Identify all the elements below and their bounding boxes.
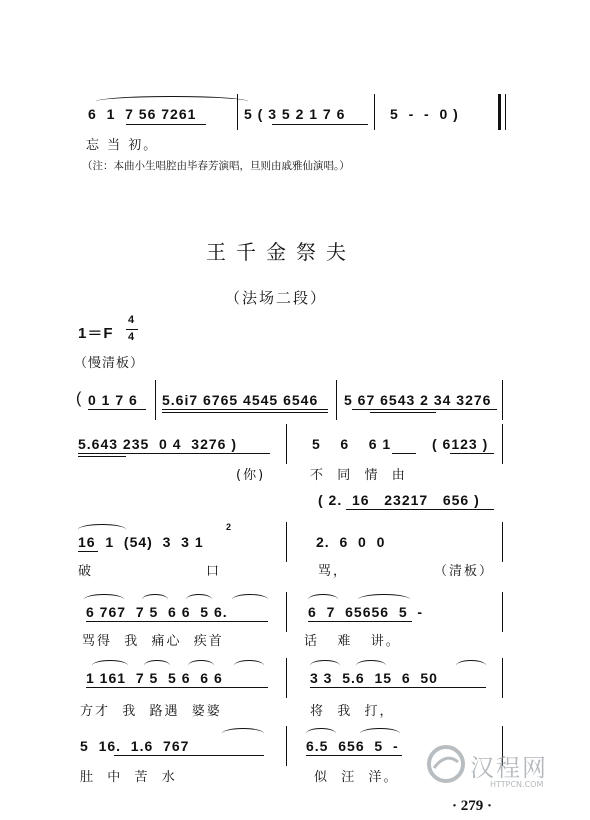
barline [502,522,503,562]
page-number: · 279 · [452,798,493,814]
watermark-url: HTTPCN.COM [490,780,544,789]
grace-note: 2 [226,522,233,532]
underline [114,755,264,756]
time-signature-bottom: 4 [128,331,136,343]
row1-measure-3: 5 67 6543 2 34 3276 [344,392,492,408]
row4-lyric-3: 骂， [318,564,349,579]
row2-measure-1: 5.643 235 0 4 3276 ) [78,436,237,452]
tempo-marking: （慢清板） [74,356,145,371]
underline [310,687,486,688]
row1-measure-1: 0 1 7 6 [88,392,138,408]
underline [78,456,126,457]
row2-lyric-2: 不 同 情 由 [310,468,407,483]
barline [286,658,287,698]
barline [155,380,156,420]
header-notation-measure-1: 6 1 7 56 7261 [88,106,197,122]
row7-lyric-1: 肚 中 苦 水 [80,770,177,785]
barline [502,380,503,420]
header-underline-2 [272,124,368,125]
barline [286,726,287,766]
barline [286,424,287,464]
final-barline [498,94,501,130]
watermark-logo-icon [424,742,468,786]
underline [78,551,98,552]
song-title: 王千金祭夫 [206,240,356,264]
row6-lyric-2: 将 我 打， [310,704,395,719]
header-slur [96,96,248,107]
row4-lyric-2: 口 [206,564,222,579]
row5-measure-1: 6 767 7 5 6 6 5 6. [86,604,228,620]
underline [306,755,402,756]
header-lyrics: 忘 当 初。 [86,138,159,153]
row5-lyric-2: 话 难 讲。 [304,634,401,649]
song-subtitle: （法场二段） [225,289,328,307]
row7-measure-2: 6.5 656 5 - [306,738,399,754]
barline [237,94,238,130]
row4-measure-2: 2. 6 0 0 [316,534,386,550]
footnote: （注：本曲小生唱腔由毕春芳演唱，旦则由戚雅仙演唱。） [82,160,350,172]
underline [88,409,146,410]
underline [86,621,268,622]
underline [162,412,328,413]
time-signature-line [126,329,138,330]
underline [450,453,494,454]
header-notation-measure-3: 5 - - 0 ) [390,106,459,122]
barline [286,592,287,632]
slur [234,660,264,671]
barline [502,592,503,632]
underline [392,453,416,454]
barline [374,94,375,130]
barline [502,424,503,464]
row6-measure-2: 3 3 5.6 15 6 50 [310,670,438,686]
row3-accompaniment: ( 2. 16 23217 656 ) [318,492,480,508]
row5-measure-2: 6 7 65656 5 - [308,604,424,620]
open-paren: ( [76,390,83,407]
barline [286,522,287,562]
row7-lyric-2: 似 汪 洋。 [314,770,399,785]
header-notation-measure-2: 5 ( 3 5 2 1 7 6 [244,106,346,122]
underline [78,453,270,454]
row4-lyric-4: （清板） [434,564,495,579]
underline [352,409,497,410]
barline [336,380,337,420]
final-barline [505,94,506,130]
header-underline [126,124,206,125]
row2-measure-2: 5 6 6 1 [312,436,392,452]
underline [162,409,328,410]
row7-measure-1: 5 16. 1.6 767 [80,738,190,754]
underline [308,621,412,622]
row4-lyric-1: 破 [78,564,94,579]
underline [86,687,268,688]
slur [222,728,264,739]
watermark-text: 汉程网 [470,754,548,782]
row2-lyric-1: (你) [236,468,266,483]
slur [232,594,268,605]
row6-measure-1: 1 161 7 5 5 6 6 6 [86,670,223,686]
row2-measure-3: ( 6123 ) [432,436,489,452]
row6-lyric-1: 方才 我 路遇 婆婆 [80,704,222,719]
key-signature: 1＝F [78,325,114,342]
time-signature-top: 4 [128,314,136,326]
underline [346,509,494,510]
row1-measure-2: 5.6i7 6765 4545 6546 [162,392,319,408]
row5-lyric-1: 骂得 我 痛心 疾首 [82,634,224,649]
slur [456,660,486,671]
row4-measure-1: 16 1 (54) 3 3 1 [78,534,204,550]
barline [502,658,503,698]
underline [370,412,436,413]
